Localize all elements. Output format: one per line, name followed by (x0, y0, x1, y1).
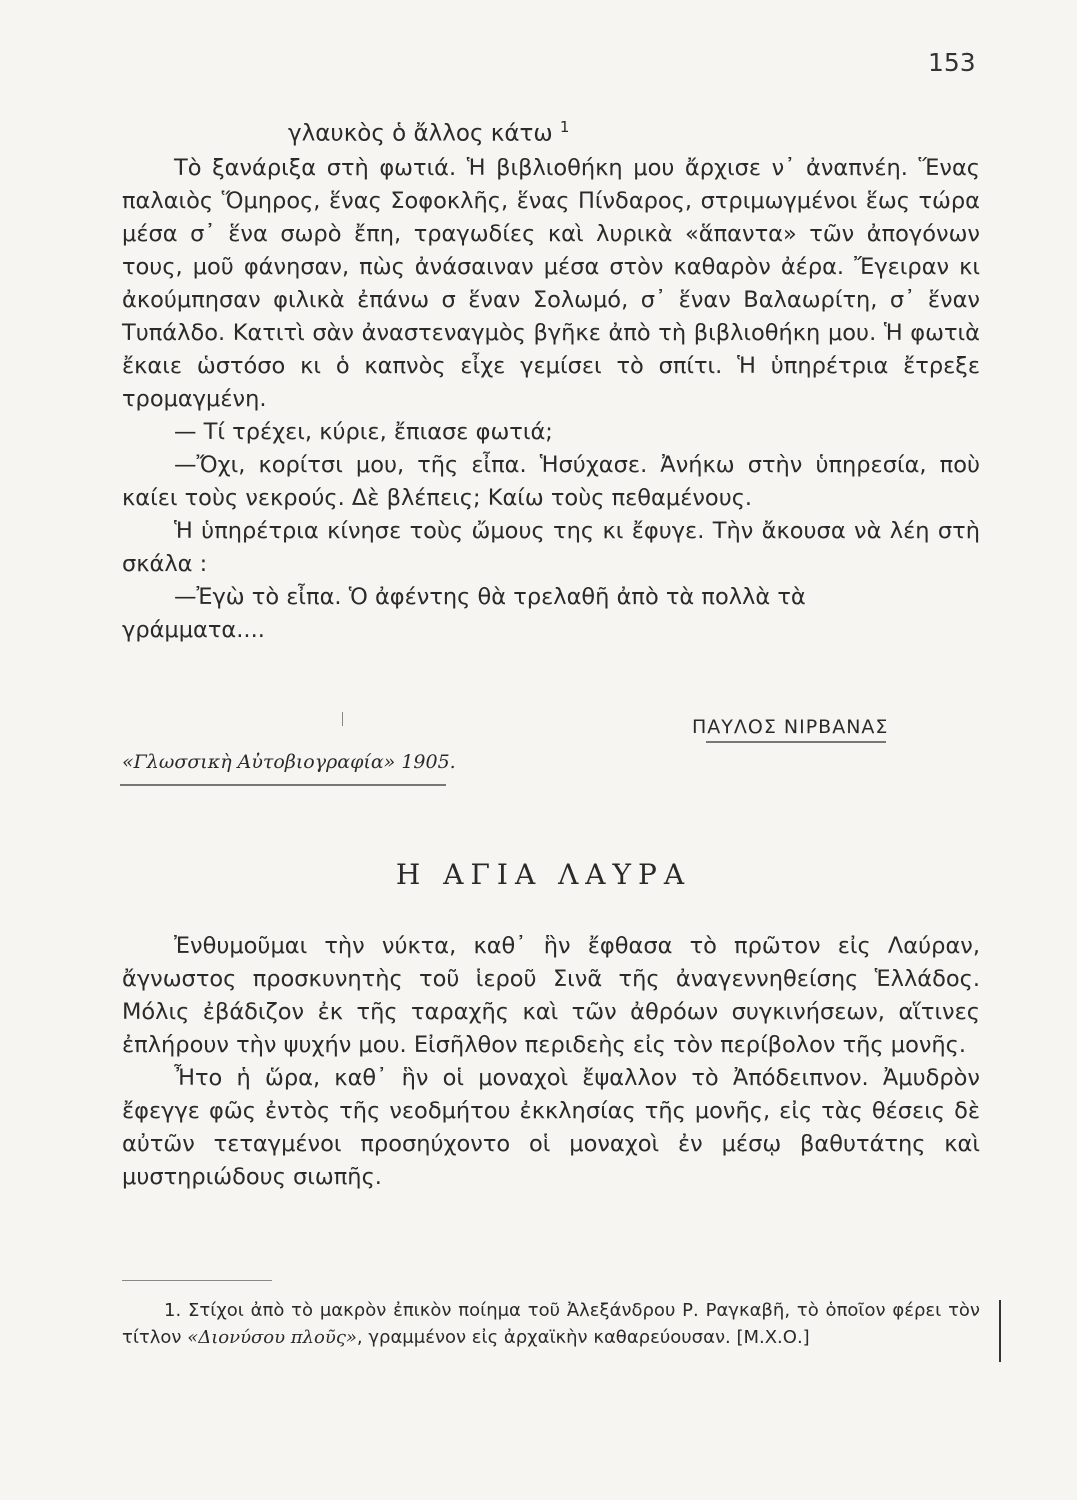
section-title: Η ΑΓΙΑ ΛΑΥΡΑ (395, 858, 692, 891)
source-citation: «Γλωσσικὴ Αὐτοβιογραφία» 1905. (122, 751, 456, 773)
paragraph: Ἦτο ἡ ὥρα, καθ᾽ ἣν οἱ μοναχοὶ ἔψαλλον τὸ Ἀπόδειπνον. Ἀμυδρὸν ἔφεγγε φῶς ἐντὸς τῆς νεοδμήτου ἐκκλησίας τῆς μονῆς, εἰς τὰς θέσεις δὲ αὐτῶν τεταγμένοι προσηύχοντο οἱ μοναχοὶ ἐν μέσῳ βαθυτάτης καὶ μυστηριώδους σιωπῆς. (122, 1065, 980, 1190)
dialogue-line: — Τί τρέχει, κύριε, ἔπιασε φωτιά; (174, 419, 553, 445)
stray-mark (342, 712, 343, 726)
author-signature: ΠΑΥΛΟΣ ΝΙΡΒΑΝΑΣ (692, 716, 889, 738)
page-number: 153 (928, 48, 976, 77)
paragraph: Ἡ ὑπηρέτρια κίνησε τοὺς ὤμους της κι ἔφυγε. Τὴν ἄκουσα νὰ λέη στὴ σκάλα : (122, 518, 980, 577)
nirvanas-excerpt (122, 152, 980, 647)
author-underline (706, 741, 886, 743)
paragraph-end: γράμματα.... (122, 617, 265, 643)
footnote-title: «Διονύσου πλοῦς» (187, 1327, 357, 1348)
dialogue-line: —Ἐγὼ τὸ εἶπα. Ὁ ἀφέντης θὰ τρελαθῆ ἀπὸ τὰ πολλὰ τὰ (174, 584, 806, 610)
footnote-text: Στίχοι ἀπὸ τὸ μακρὸν ἐπικὸν ποίημα τοῦ Ἀλεξάνδρου Ρ. Ραγκαβῆ, τὸ ὁποῖον φέρει τὸν τίτλον (122, 1300, 980, 1348)
paragraph: Τὸ ξανάριξα στὴ φωτιά. Ἡ βιβλιοθήκη μου ἄρχισε ν᾽ ἀναπνέη. Ἕνας παλαιὸς Ὅμηρος, ἕνας Σοφοκλῆς, ἕνας Πίνδαρος, στριμωγμένοι ἕως τώρα μέσα σ᾽ ἕνα σωρὸ ἔπη, τραγωδίες καὶ λυρικὰ «ἅπαντα» τῶν ἀπογόνων τους, μοῦ φάνησαν, πὼς ἀνάσαιναν μέσα στὸν καθαρὸν ἀέρα. Ἔγειραν κι ἀκούμπησαν φιλικὰ ἐπάνω σ ἕναν Σολωμό, σ᾽ ἕναν Βαλαωρίτη, σ᾽ ἕναν Τυπάλδο. Κατιτὶ σὰν ἀναστεναγμὸς βγῆκε ἀπὸ τὴ βιβλιοθήκη μου. Ἡ φωτιὰ ἔκαιε ὡστόσο κι ὁ καπνὸς εἶχε γεμίσει τὸ σπίτι. Ἡ ὑπηρέτρια ἔτρεξε τρομαγμένη. (122, 155, 980, 412)
paragraph: Ἐνθυμοῦμαι τὴν νύκτα, καθ᾽ ἣν ἔφθασα τὸ πρῶτον εἰς Λαύραν, ἄγνωστος προσκυνητὴς τοῦ ἱεροῦ Σινᾶ τῆς ἀναγεννηθείσης Ἑλλάδος. Μόλις ἐβάδιζον ἐκ τῆς ταραχῆς καὶ τῶν ἀθρόων συγκινήσεων, αἵτινες ἐπλήρουν τὴν ψυχήν μου. Εἰσῆλθον περιδεὴς εἰς τὸν περίβολον τῆς μονῆς. (122, 933, 980, 1058)
footnote-number: 1. (164, 1300, 182, 1321)
verse-text: γλαυκὸς ὁ ἄλλος κάτω (288, 120, 553, 147)
source-underline (120, 784, 446, 786)
footnote-separator (122, 1280, 272, 1281)
dialogue-line: —Ὄχι, κορίτσι μου, τῆς εἶπα. Ἡσύχασε. Ἀνήκω στὴν ὑπηρεσία, ποὺ καίει τοὺς νεκρούς. Δὲ βλέπεις; Καίω τοὺς πεθαμένους. (122, 452, 980, 511)
footnote-text-end: , γραμμένον εἰς ἀρχαϊκὴν καθαρεύουσαν. [Μ.Χ.Ο.] (356, 1327, 810, 1348)
verse-line (288, 118, 569, 147)
footnote (122, 1297, 980, 1351)
agia-lavra-text (122, 930, 980, 1194)
footnote-reference: 1 (559, 118, 570, 136)
margin-mark (999, 1300, 1001, 1362)
